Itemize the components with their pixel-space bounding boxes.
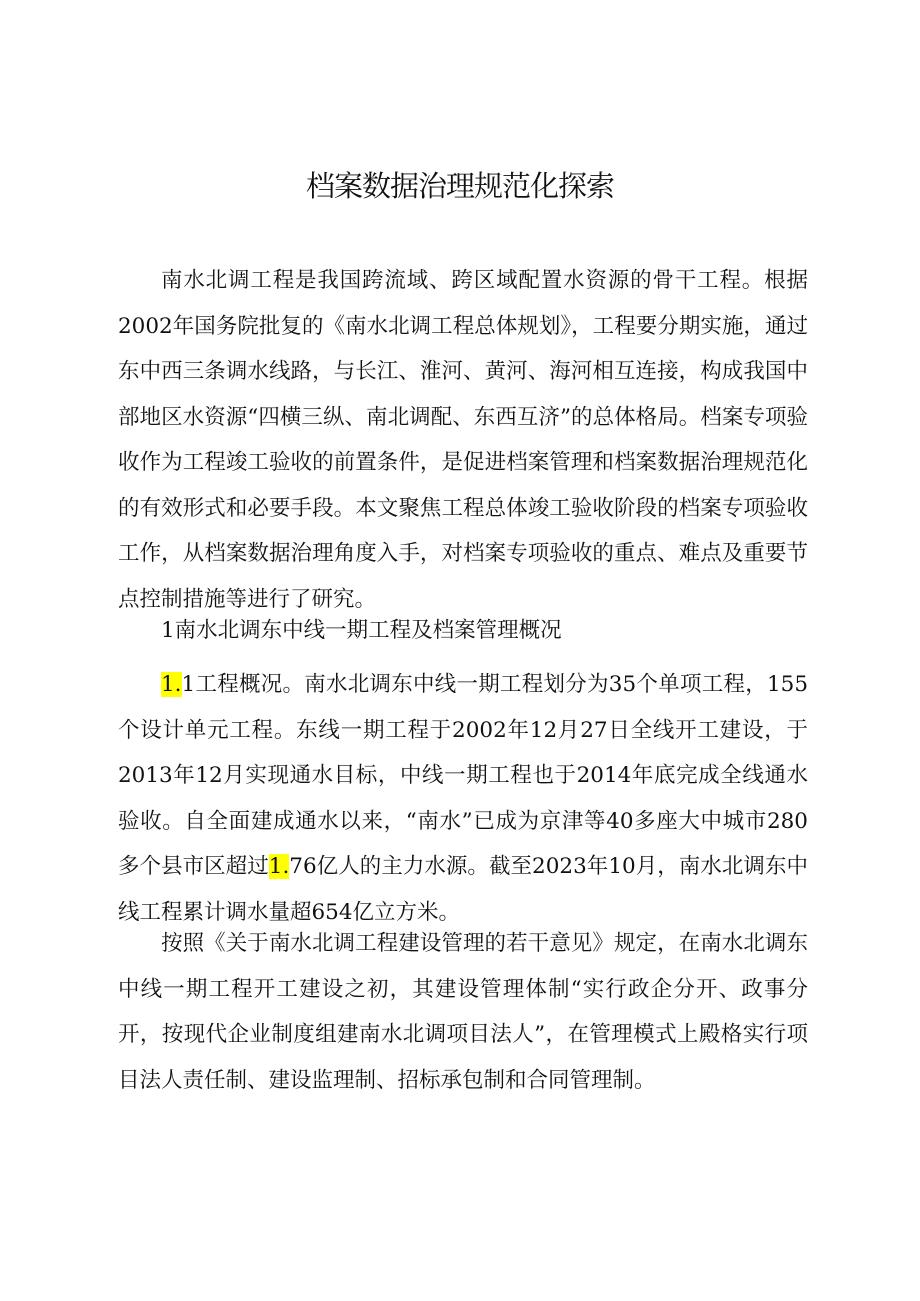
highlighted-text: 1. [161, 672, 182, 697]
paragraph-project-overview [118, 662, 808, 935]
paragraph-management-system: 按照《关于南水北调工程建设管理的若干意见》规定，在南水北调东中线一期工程开工建设之初，其建设管理体制“实行政企分开、政事分开，按现代企业制度组建南水北调项目法人”，在管理模式上殿格实行项目法人责任制、建设监理制、招标承包制和合同管理制。 [118, 931, 808, 1093]
section-heading-1: 1南水北调东中线一期工程及档案管理概况 [161, 618, 562, 643]
paragraph-text-segment: 76亿人的主力水源。截至2023年10月，南水北调东中线工程累计调水量超654亿立方米。 [118, 854, 808, 925]
paragraph-text-segment: 1工程概况。南水北调东中线一期工程划分为35个单项工程，155个设计单元工程。东线一期工程于2002年12月27日全线开工建设，于2013年12月实现通水目标，中线一期工程也于2014年底完成全线通水验收。自全面建成通水以来，“南水”已成为京津等40多座大中城市280多个县市区超过 [118, 672, 808, 879]
paragraph-intro: 南水北调工程是我国跨流域、跨区域配置水资源的骨干工程。根据2002年国务院批复的《南水北调工程总体规划》，工程要分期实施，通过东中西三条调水线路，与长江、淮河、黄河、海河相互连接，构成我国中部地区水资源“四横三纵、南北调配、东西互济”的总体格局。档案专项验收作为工程竣工验收的前置条件，是促进档案管理和档案数据治理规范化的有效形式和必要手段。本文聚焦工程总体竣工验收阶段的档案专项验收工作，从档案数据治理角度入手，对档案专项验收的重点、难点及重要节点控制措施等进行了研究。 [118, 268, 808, 612]
document-title: 档案数据治理规范化探索 [305, 169, 614, 203]
highlighted-text: 1. [268, 854, 290, 879]
